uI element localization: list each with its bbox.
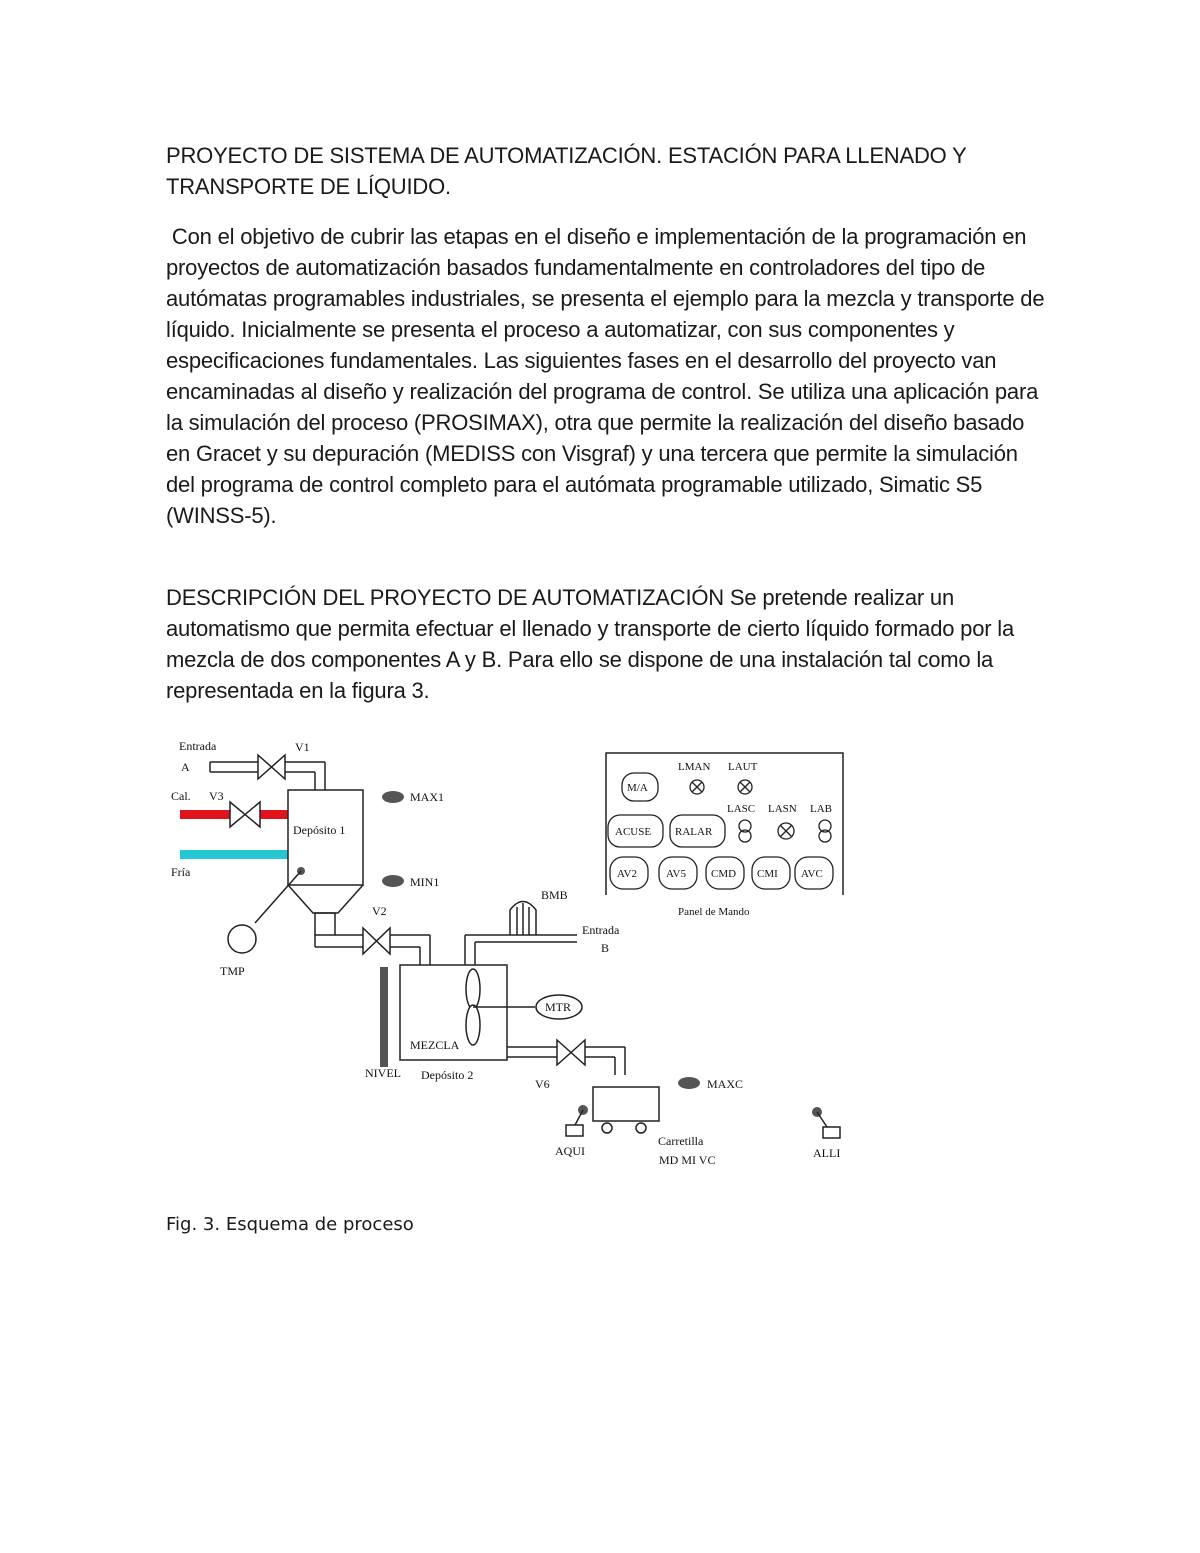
intro-paragraph: Con el objetivo de cubrir las etapas en el diseño e implementación de la programación en proyectos de automatización basados fundamentalmente en controladores del tipo de autómatas programables industriales, se presenta el ejemplo para la mezcla y transporte de líquido. Inicialmente se presenta el proceso a automatizar, con sus componentes y especificaciones fundamentales. Las siguientes fases en el desarrollo del proyecto van encaminadas al diseño y realización del programa de control. Se utiliza una aplicación para la simulación del proceso (PROSIMAX), otra que permite la realización del diseño basado en Gracet y su depuración (MEDISS con Visgraf) y una tercera que permite la simulación del programa de control completo para el autómata programable utilizado, Simatic S5 (WINSS-5). <box>166 224 1051 528</box>
alli-connector <box>817 1112 827 1127</box>
valve-v3-icon <box>230 802 260 827</box>
maxc-label: MAXC <box>707 1077 744 1091</box>
lasn-lamp-icon <box>778 823 794 839</box>
acuse-button-label: ACUSE <box>615 826 652 838</box>
v2-pipe <box>315 935 430 965</box>
min1-sensor-icon <box>382 875 404 887</box>
figure-caption-text: Esquema de proceso <box>220 1214 414 1235</box>
cmd-button[interactable] <box>706 857 744 889</box>
max1-sensor-icon <box>382 791 404 803</box>
mtr-label: MTR <box>545 1000 572 1014</box>
document-title: PROYECTO DE SISTEMA DE AUTOMATIZACIÓN. ESTACIÓN PARA LLENADO Y TRANSPORTE DE LÍQUIDO. <box>166 143 967 199</box>
ralar-button-label: RALAR <box>675 826 713 838</box>
aqui-label: AQUI <box>555 1144 585 1158</box>
process-diagram <box>165 735 855 1175</box>
v1-label: V1 <box>295 740 310 754</box>
figure-caption <box>166 1213 414 1237</box>
cmd-button-label: CMD <box>711 868 737 880</box>
aqui-switch-icon <box>566 1125 583 1136</box>
v6-label: V6 <box>535 1077 550 1091</box>
figure-caption-label: Fig. 3. <box>166 1214 221 1235</box>
lman-label: LMAN <box>678 761 711 773</box>
v3-label: V3 <box>209 789 224 803</box>
lasn-label: LASN <box>768 803 797 815</box>
alli-switch-icon <box>823 1127 840 1138</box>
lasc-lamp-icon <box>739 820 751 842</box>
fria-label: Fría <box>171 865 191 879</box>
lasc-label: LASC <box>727 803 756 815</box>
entrada-b-letter: B <box>601 941 610 955</box>
lman-lamp-icon <box>690 780 704 794</box>
v6-pipe <box>507 1047 625 1075</box>
deposito-1-label: Depósito 1 <box>293 823 346 837</box>
avc-button[interactable] <box>795 857 833 889</box>
valve-v1-icon <box>258 755 285 779</box>
nivel-gauge <box>380 967 388 1067</box>
bmb-label: BMB <box>541 888 568 902</box>
valve-v2-icon <box>363 928 390 954</box>
laut-label: LAUT <box>728 761 758 773</box>
tmp-gauge-icon <box>228 925 256 953</box>
alli-label: ALLI <box>813 1146 841 1160</box>
tmp-label: TMP <box>220 964 245 978</box>
description-paragraph: DESCRIPCIÓN DEL PROYECTO DE AUTOMATIZACIÓN Se pretende realizar un automatismo que permita efectuar el llenado y transporte de cierto líquido formado por la mezcla de dos componentes A y B. Para ello se dispone de una instalación tal como la representada en la figura 3. <box>166 585 1015 703</box>
av5-button[interactable] <box>659 857 697 889</box>
cal-label: Cal. <box>171 789 191 803</box>
maxc-sensor-icon <box>678 1077 700 1089</box>
cmi-button[interactable] <box>752 857 790 889</box>
valve-v6-icon <box>557 1040 585 1065</box>
cmi-button-label: CMI <box>757 868 778 880</box>
hot-pipe-right <box>260 810 288 819</box>
pump-bmb-icon <box>465 902 577 966</box>
laut-lamp-icon <box>738 780 752 794</box>
entrada-b-label: Entrada <box>582 923 620 937</box>
lab-lamp-icon <box>819 820 831 842</box>
min1-label: MIN1 <box>410 875 440 889</box>
entrada-a-pipe <box>210 762 325 790</box>
v2-label: V2 <box>372 904 387 918</box>
deposito-1-tank <box>288 790 363 935</box>
ma-button-label: M/A <box>627 782 648 794</box>
av5-button-label: AV5 <box>666 868 686 880</box>
carretilla-sub-label: MD MI VC <box>659 1153 716 1167</box>
ma-button[interactable] <box>622 773 658 801</box>
acuse-button[interactable] <box>608 815 663 847</box>
entrada-a-letter: A <box>181 760 190 774</box>
lab-label: LAB <box>810 803 832 815</box>
hot-pipe-left <box>180 810 230 819</box>
carretilla-label: Carretilla <box>658 1134 704 1148</box>
cold-pipe <box>180 850 288 859</box>
entrada-a-label: Entrada <box>179 739 217 753</box>
carretilla-cart-icon <box>593 1087 659 1133</box>
control-panel <box>606 753 843 918</box>
deposito-2-label: Depósito 2 <box>421 1068 474 1082</box>
nivel-label: NIVEL <box>365 1066 401 1080</box>
tmp-connector <box>255 871 301 923</box>
avc-button-label: AVC <box>801 868 823 880</box>
av2-button-label: AV2 <box>617 868 637 880</box>
mezcla-label: MEZCLA <box>410 1038 460 1052</box>
panel-caption: Panel de Mando <box>678 906 750 918</box>
ralar-button[interactable] <box>670 815 725 847</box>
max1-label: MAX1 <box>410 790 445 804</box>
av2-button[interactable] <box>610 857 648 889</box>
